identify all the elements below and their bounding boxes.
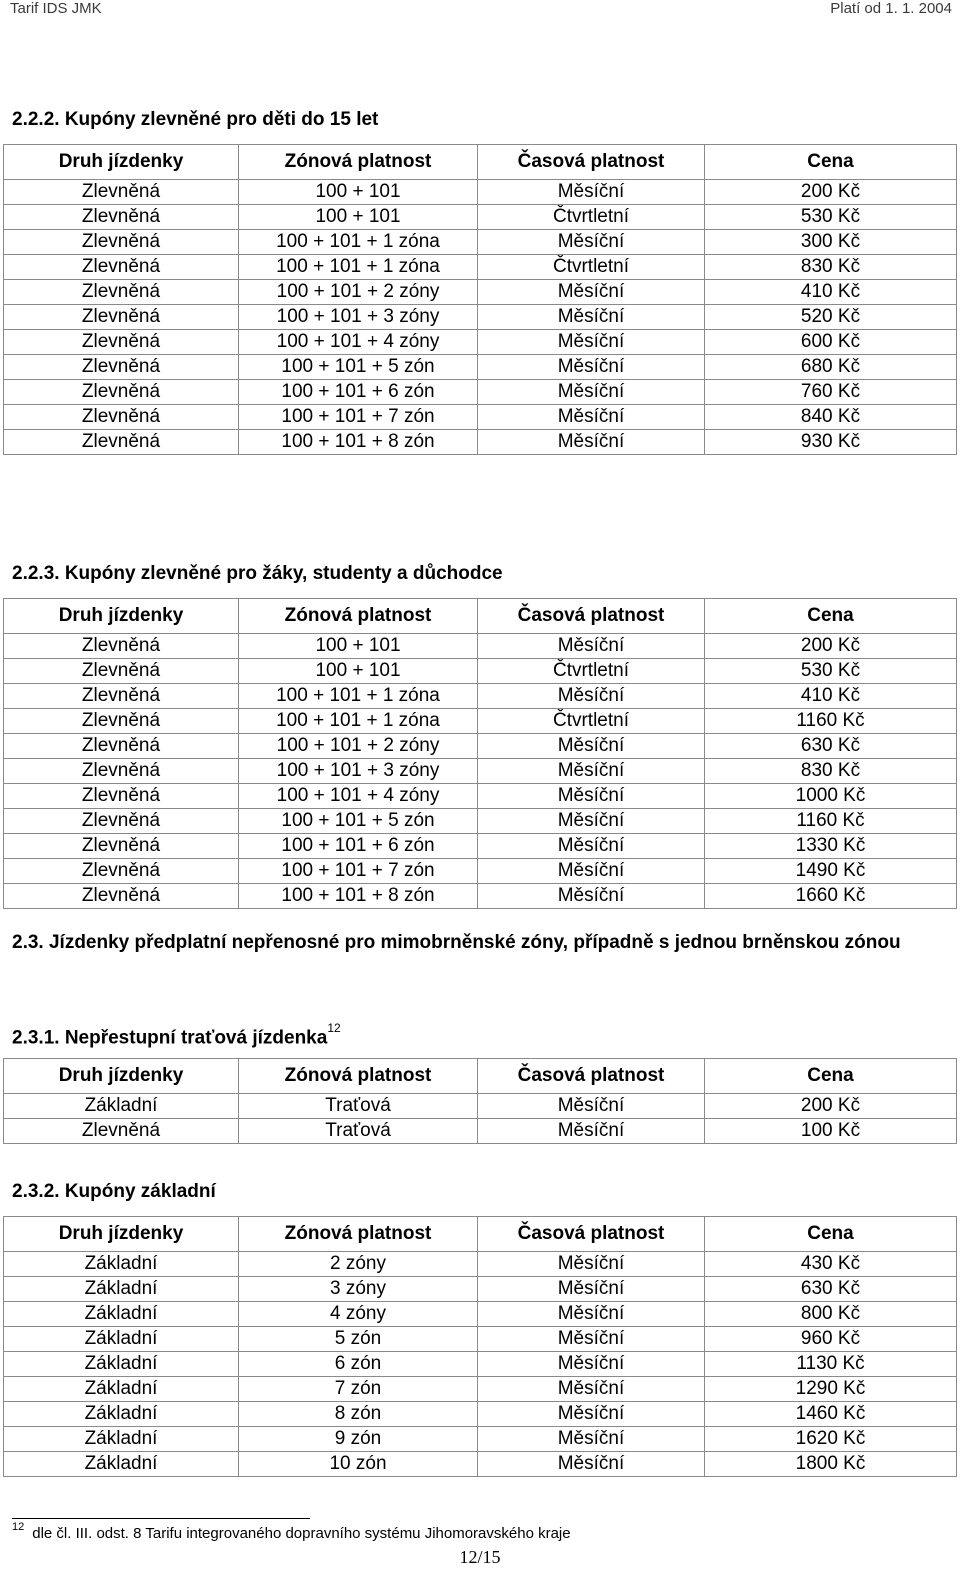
cell-price: 1290 Kč: [705, 1377, 957, 1402]
cell-zone-validity: 100 + 101: [239, 659, 478, 684]
cell-zone-validity: 100 + 101 + 3 zóny: [239, 759, 478, 784]
col-header-price: Cena: [705, 145, 957, 180]
cell-ticket-type: Zlevněná: [4, 355, 239, 380]
table-row: [4, 230, 957, 255]
cell-ticket-type: Zlevněná: [4, 759, 239, 784]
table-row: [4, 1302, 957, 1327]
cell-ticket-type: Zlevněná: [4, 634, 239, 659]
cell-zone-validity: 100 + 101 + 3 zóny: [239, 305, 478, 330]
cell-ticket-type: Zlevněná: [4, 884, 239, 909]
cell-time-validity: Měsíční: [478, 1327, 705, 1352]
section-heading-2-2-3: 2.2.3. Kupóny zlevněné pro žáky, studenty a důchodce: [12, 563, 503, 584]
cell-ticket-type: Zlevněná: [4, 1119, 239, 1144]
cell-time-validity: Měsíční: [478, 1452, 705, 1477]
table-row: [4, 759, 957, 784]
cell-zone-validity: 3 zóny: [239, 1277, 478, 1302]
cell-zone-validity: 100 + 101: [239, 180, 478, 205]
cell-ticket-type: Zlevněná: [4, 255, 239, 280]
cell-price: 300 Kč: [705, 230, 957, 255]
table-row: [4, 205, 957, 230]
col-header-type: Druh jízdenky: [4, 1217, 239, 1252]
table-row: [4, 834, 957, 859]
table-row: [4, 1427, 957, 1452]
cell-time-validity: Měsíční: [478, 1427, 705, 1452]
table-row: [4, 1352, 957, 1377]
cell-ticket-type: Zlevněná: [4, 784, 239, 809]
table-row: [4, 859, 957, 884]
table-row: [4, 1327, 957, 1352]
cell-price: 200 Kč: [705, 634, 957, 659]
cell-time-validity: Měsíční: [478, 330, 705, 355]
cell-zone-validity: 2 zóny: [239, 1252, 478, 1277]
table-row: [4, 634, 957, 659]
table-row: [4, 1377, 957, 1402]
cell-ticket-type: Zlevněná: [4, 809, 239, 834]
cell-time-validity: Měsíční: [478, 884, 705, 909]
cell-time-validity: Čtvrtletní: [478, 205, 705, 230]
section-heading-2-2-2: 2.2.2. Kupóny zlevněné pro děti do 15 let: [12, 109, 379, 130]
cell-ticket-type: Základní: [4, 1277, 239, 1302]
table-row: [4, 784, 957, 809]
footnote-divider: [12, 1518, 310, 1519]
cell-time-validity: Měsíční: [478, 1352, 705, 1377]
cell-zone-validity: Traťová: [239, 1094, 478, 1119]
cell-time-validity: Měsíční: [478, 834, 705, 859]
table-row: [4, 709, 957, 734]
cell-time-validity: Měsíční: [478, 784, 705, 809]
col-header-zone: Zónová platnost: [239, 1059, 478, 1094]
table-row: [4, 430, 957, 455]
cell-zone-validity: 100 + 101 + 1 zóna: [239, 709, 478, 734]
cell-time-validity: Měsíční: [478, 809, 705, 834]
cell-zone-validity: 100 + 101 + 6 zón: [239, 834, 478, 859]
cell-ticket-type: Základní: [4, 1327, 239, 1352]
cell-ticket-type: Základní: [4, 1094, 239, 1119]
cell-ticket-type: Zlevněná: [4, 180, 239, 205]
cell-zone-validity: 100 + 101 + 1 zóna: [239, 255, 478, 280]
cell-ticket-type: Zlevněná: [4, 405, 239, 430]
cell-price: 410 Kč: [705, 280, 957, 305]
col-header-type: Druh jízdenky: [4, 145, 239, 180]
cell-ticket-type: Zlevněná: [4, 734, 239, 759]
section-heading-2-3: 2.3. Jízdenky předplatní nepřenosné pro mimobrněnské zóny, případně s jednou brněnskou zónou: [12, 932, 901, 953]
cell-zone-validity: 100 + 101: [239, 205, 478, 230]
col-header-zone: Zónová platnost: [239, 145, 478, 180]
section-heading-2-3-1-text: 2.3.1. Nepřestupní traťová jízdenka: [12, 1027, 328, 1049]
cell-time-validity: Čtvrtletní: [478, 709, 705, 734]
cell-zone-validity: 10 zón: [239, 1452, 478, 1477]
col-header-time: Časová platnost: [478, 1217, 705, 1252]
cell-ticket-type: Zlevněná: [4, 280, 239, 305]
cell-time-validity: Měsíční: [478, 430, 705, 455]
col-header-zone: Zónová platnost: [239, 1217, 478, 1252]
cell-time-validity: Měsíční: [478, 1377, 705, 1402]
table-row: [4, 1402, 957, 1427]
table-row: [4, 255, 957, 280]
cell-ticket-type: Základní: [4, 1427, 239, 1452]
cell-zone-validity: 100 + 101 + 4 zóny: [239, 330, 478, 355]
cell-zone-validity: 100 + 101 + 1 zóna: [239, 684, 478, 709]
section-heading-2-3-2: 2.3.2. Kupóny základní: [12, 1181, 216, 1202]
cell-price: 200 Kč: [705, 180, 957, 205]
cell-zone-validity: 100 + 101 + 6 zón: [239, 380, 478, 405]
footnote-mark: 12: [12, 1521, 25, 1533]
cell-zone-validity: 100 + 101 + 5 zón: [239, 809, 478, 834]
cell-ticket-type: Základní: [4, 1402, 239, 1427]
table-row: [4, 734, 957, 759]
cell-price: 1130 Kč: [705, 1352, 957, 1377]
cell-time-validity: Měsíční: [478, 230, 705, 255]
table-row: [4, 1252, 957, 1277]
cell-zone-validity: 100 + 101 + 8 zón: [239, 430, 478, 455]
cell-ticket-type: Zlevněná: [4, 859, 239, 884]
table-row: [4, 280, 957, 305]
table-row: [4, 305, 957, 330]
cell-ticket-type: Základní: [4, 1377, 239, 1402]
cell-zone-validity: 100 + 101 + 4 zóny: [239, 784, 478, 809]
cell-time-validity: Měsíční: [478, 859, 705, 884]
cell-price: 1460 Kč: [705, 1402, 957, 1427]
cell-zone-validity: 7 zón: [239, 1377, 478, 1402]
cell-price: 410 Kč: [705, 684, 957, 709]
table-row: [4, 1277, 957, 1302]
cell-time-validity: Měsíční: [478, 1277, 705, 1302]
cell-price: 1330 Kč: [705, 834, 957, 859]
cell-zone-validity: 9 zón: [239, 1427, 478, 1452]
col-header-time: Časová platnost: [478, 145, 705, 180]
cell-zone-validity: 100 + 101 + 2 zóny: [239, 280, 478, 305]
header-validity: Platí od 1. 1. 2004: [830, 0, 952, 17]
cell-zone-validity: 100 + 101: [239, 634, 478, 659]
cell-price: 830 Kč: [705, 255, 957, 280]
table-row: [4, 809, 957, 834]
col-header-type: Druh jízdenky: [4, 1059, 239, 1094]
cell-ticket-type: Zlevněná: [4, 205, 239, 230]
footnote: [12, 1523, 571, 1542]
cell-time-validity: Měsíční: [478, 180, 705, 205]
cell-time-validity: Měsíční: [478, 1402, 705, 1427]
tariff-table-children: [3, 144, 957, 455]
cell-zone-validity: 6 zón: [239, 1352, 478, 1377]
cell-time-validity: Měsíční: [478, 734, 705, 759]
cell-ticket-type: Zlevněná: [4, 230, 239, 255]
cell-price: 530 Kč: [705, 205, 957, 230]
cell-time-validity: Měsíční: [478, 355, 705, 380]
cell-price: 600 Kč: [705, 330, 957, 355]
cell-zone-validity: 100 + 101 + 7 zón: [239, 859, 478, 884]
cell-ticket-type: Zlevněná: [4, 834, 239, 859]
cell-ticket-type: Základní: [4, 1352, 239, 1377]
cell-price: 1800 Kč: [705, 1452, 957, 1477]
cell-ticket-type: Zlevněná: [4, 659, 239, 684]
cell-zone-validity: 100 + 101 + 8 zón: [239, 884, 478, 909]
cell-price: 830 Kč: [705, 759, 957, 784]
cell-time-validity: Měsíční: [478, 405, 705, 430]
table-row: [4, 1119, 957, 1144]
table-row: [4, 684, 957, 709]
cell-ticket-type: Zlevněná: [4, 430, 239, 455]
cell-time-validity: Měsíční: [478, 1252, 705, 1277]
cell-time-validity: Měsíční: [478, 634, 705, 659]
cell-price: 1490 Kč: [705, 859, 957, 884]
cell-zone-validity: 100 + 101 + 7 zón: [239, 405, 478, 430]
page-number: 12/15: [459, 1547, 501, 1567]
cell-time-validity: Měsíční: [478, 380, 705, 405]
cell-time-validity: Čtvrtletní: [478, 255, 705, 280]
table-row: [4, 1452, 957, 1477]
cell-zone-validity: Traťová: [239, 1119, 478, 1144]
table-row: [4, 180, 957, 205]
cell-time-validity: Měsíční: [478, 280, 705, 305]
cell-ticket-type: Základní: [4, 1302, 239, 1327]
cell-price: 630 Kč: [705, 734, 957, 759]
cell-time-validity: Měsíční: [478, 1119, 705, 1144]
tariff-table-students: [3, 598, 957, 909]
cell-price: 200 Kč: [705, 1094, 957, 1119]
cell-price: 530 Kč: [705, 659, 957, 684]
footnote-ref: 12: [327, 1021, 341, 1035]
cell-price: 1620 Kč: [705, 1427, 957, 1452]
cell-price: 840 Kč: [705, 405, 957, 430]
table-row: [4, 884, 957, 909]
cell-ticket-type: Základní: [4, 1252, 239, 1277]
cell-ticket-type: Zlevněná: [4, 709, 239, 734]
cell-price: 1000 Kč: [705, 784, 957, 809]
cell-price: 520 Kč: [705, 305, 957, 330]
cell-ticket-type: Zlevněná: [4, 380, 239, 405]
cell-zone-validity: 5 zón: [239, 1327, 478, 1352]
cell-price: 430 Kč: [705, 1252, 957, 1277]
cell-ticket-type: Základní: [4, 1452, 239, 1477]
section-heading-2-3-1: [12, 1020, 341, 1050]
col-header-type: Druh jízdenky: [4, 599, 239, 634]
cell-zone-validity: 8 zón: [239, 1402, 478, 1427]
table-row: [4, 355, 957, 380]
col-header-time: Časová platnost: [478, 599, 705, 634]
col-header-price: Cena: [705, 1217, 957, 1252]
col-header-price: Cena: [705, 1059, 957, 1094]
table-row: [4, 405, 957, 430]
col-header-time: Časová platnost: [478, 1059, 705, 1094]
footnote-text: dle čl. III. odst. 8 Tarifu integrovaného dopravního systému Jihomoravského kraje: [32, 1525, 571, 1542]
cell-time-validity: Čtvrtletní: [478, 659, 705, 684]
page-header: [0, 0, 960, 18]
cell-price: 930 Kč: [705, 430, 957, 455]
cell-price: 1160 Kč: [705, 809, 957, 834]
cell-price: 680 Kč: [705, 355, 957, 380]
cell-ticket-type: Zlevněná: [4, 305, 239, 330]
cell-zone-validity: 4 zóny: [239, 1302, 478, 1327]
cell-price: 100 Kč: [705, 1119, 957, 1144]
cell-price: 960 Kč: [705, 1327, 957, 1352]
table-row: [4, 380, 957, 405]
cell-price: 800 Kč: [705, 1302, 957, 1327]
cell-zone-validity: 100 + 101 + 1 zóna: [239, 230, 478, 255]
cell-time-validity: Měsíční: [478, 759, 705, 784]
tariff-table-route: [3, 1058, 957, 1144]
cell-price: 1660 Kč: [705, 884, 957, 909]
cell-price: 630 Kč: [705, 1277, 957, 1302]
cell-time-validity: Měsíční: [478, 1094, 705, 1119]
cell-price: 1160 Kč: [705, 709, 957, 734]
table-row: [4, 330, 957, 355]
cell-time-validity: Měsíční: [478, 305, 705, 330]
cell-time-validity: Měsíční: [478, 1302, 705, 1327]
cell-zone-validity: 100 + 101 + 2 zóny: [239, 734, 478, 759]
cell-ticket-type: Zlevněná: [4, 684, 239, 709]
header-title: Tarif IDS JMK: [10, 0, 102, 17]
cell-ticket-type: Zlevněná: [4, 330, 239, 355]
col-header-zone: Zónová platnost: [239, 599, 478, 634]
cell-time-validity: Měsíční: [478, 684, 705, 709]
tariff-table-basic: [3, 1216, 957, 1477]
table-row: [4, 1094, 957, 1119]
cell-price: 760 Kč: [705, 380, 957, 405]
table-row: [4, 659, 957, 684]
cell-zone-validity: 100 + 101 + 5 zón: [239, 355, 478, 380]
col-header-price: Cena: [705, 599, 957, 634]
